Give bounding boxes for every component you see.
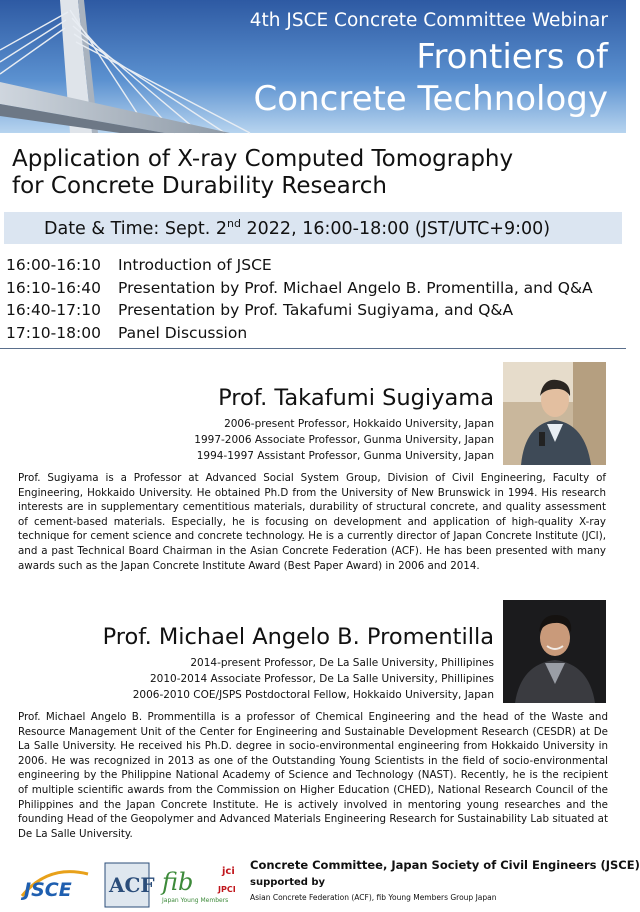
section-divider — [0, 348, 626, 349]
acf-logo-text: ACF — [109, 873, 155, 897]
fib-logo-text: fib — [162, 868, 194, 896]
date-time-bar — [4, 212, 622, 244]
career-line: 2006-present Professor, Hokkaido University, Japan — [224, 418, 494, 430]
jci-logo-text: jci — [222, 866, 235, 877]
date-ordinal: nd — [227, 217, 241, 230]
talk-title-line2: for Concrete Durability Research — [12, 173, 387, 199]
career-line: 2010-2014 Associate Professor, De La Salle University, Phillipines — [149, 673, 494, 685]
banner-title-line2: Concrete Technology — [253, 79, 608, 119]
fib-logo-subtitle: Japan Young Members — [162, 897, 229, 904]
banner-title-line1: Frontiers of — [416, 37, 608, 77]
program-time: 17:10-18:00 — [6, 323, 101, 342]
speaker1-career — [194, 416, 494, 464]
program-time: 16:40-17:10 — [6, 301, 101, 319]
header-banner — [0, 0, 626, 133]
jci-jpci-logo — [218, 860, 246, 906]
date-suffix: 2022, 16:00-18:00 (JST/UTC+9:00) — [240, 219, 551, 239]
footer — [0, 856, 640, 910]
career-line: 1997-2006 Associate Professor, Gunma University, Japan — [194, 434, 494, 446]
supporters-text: Asian Concrete Federation (ACF), fib Young Members Group Japan — [250, 893, 497, 902]
speaker2-name: Prof. Michael Angelo B. Promentilla — [102, 624, 494, 650]
talk-title — [12, 146, 513, 200]
date-time-text — [44, 217, 550, 239]
organizer-text: Concrete Committee, Japan Society of Civil Engineers (JSCE) — [250, 858, 640, 872]
acf-logo — [104, 862, 155, 908]
career-line: 1994-1997 Assistant Professor, Gunma University, Japan — [196, 450, 494, 462]
program-item: Presentation by Prof. Takafumi Sugiyama, and Q&A — [118, 301, 514, 319]
talk-title-line1: Application of X-ray Computed Tomography — [12, 146, 514, 172]
program-item: Introduction of JSCE — [118, 256, 272, 274]
program-row — [6, 322, 593, 345]
speaker1-name: Prof. Takafumi Sugiyama — [218, 385, 494, 411]
program-row — [6, 254, 593, 277]
program-schedule — [6, 254, 593, 344]
jsce-logo — [18, 866, 90, 904]
program-time: 16:10-16:40 — [6, 278, 101, 297]
jsce-logo-text: JSCE — [24, 879, 72, 901]
program-item: Presentation by Prof. Michael Angelo B. Promentilla, and Q&A — [118, 278, 593, 297]
speaker2-career — [133, 655, 494, 703]
speaker1-photo — [503, 362, 606, 465]
speaker2-photo — [503, 600, 606, 703]
supported-by-label: supported by — [250, 877, 326, 888]
program-row — [6, 299, 593, 322]
speaker1-bio: Prof. Sugiyama is a Professor at Advanced Social System Group, Division of Civil Engineering, Faculty of Engineering, Hokkaido University. He obtained Ph.D from the University of New Brunswick in 1994. His research interests are in supplementary cementitious materials, durability of structural concrete, and quality assessment of cement-based materials. Especially, he is focusing on development and application of high-quality X-ray technique for cement science and concrete technology. He is a currently director of Japan Concrete Institute (JCI), and a past Technical Board Chairman in the Asian Concrete Federation (ACF). He has been presented with many awards such as the Japan Concrete Institute Award (Best Paper Award) in 2006 and 2014. — [18, 472, 606, 572]
date-prefix: Date & Time: Sept. 2 — [44, 219, 227, 239]
program-row — [6, 277, 593, 300]
career-line: 2014-present Professor, De La Salle University, Phillipines — [190, 657, 494, 669]
program-item: Panel Discussion — [118, 323, 248, 342]
program-time: 16:00-16:10 — [6, 256, 101, 274]
speaker2-bio: Prof. Michael Angelo B. Prommentilla is a professor of Chemical Engineering and the head of the Waste and Resource Management Unit of the Center for Engineering and Sustainable Development Research (CESDR) at De La Salle University. He received his Ph.D. degree in socio-environmental engineering from Hokkaido University in 2006. He was recognized in 2013 as one of the Outstanding Young Scientists in the field of socio-environmental engineering by the Philippine National Academy of Science and Technology (NAST). Recently, he is the recipient of multiple scientific awards from the Commission on Higher Education (CHED), National Research Council of the Philippines and the Japan Concrete Institute. He is actively involved in mentoring young researches and the founding Head of the Geopolymer and Advanced Materials Engineering Research for Sustainability Lab situated at De La Salle University. — [18, 711, 608, 840]
jpci-logo-text: JPCI — [218, 885, 236, 894]
webinar-series-label: 4th JSCE Concrete Committee Webinar — [249, 10, 608, 31]
career-line: 2006-2010 COE/JSPS Postdoctoral Fellow, Hokkaido University, Japan — [132, 689, 494, 701]
